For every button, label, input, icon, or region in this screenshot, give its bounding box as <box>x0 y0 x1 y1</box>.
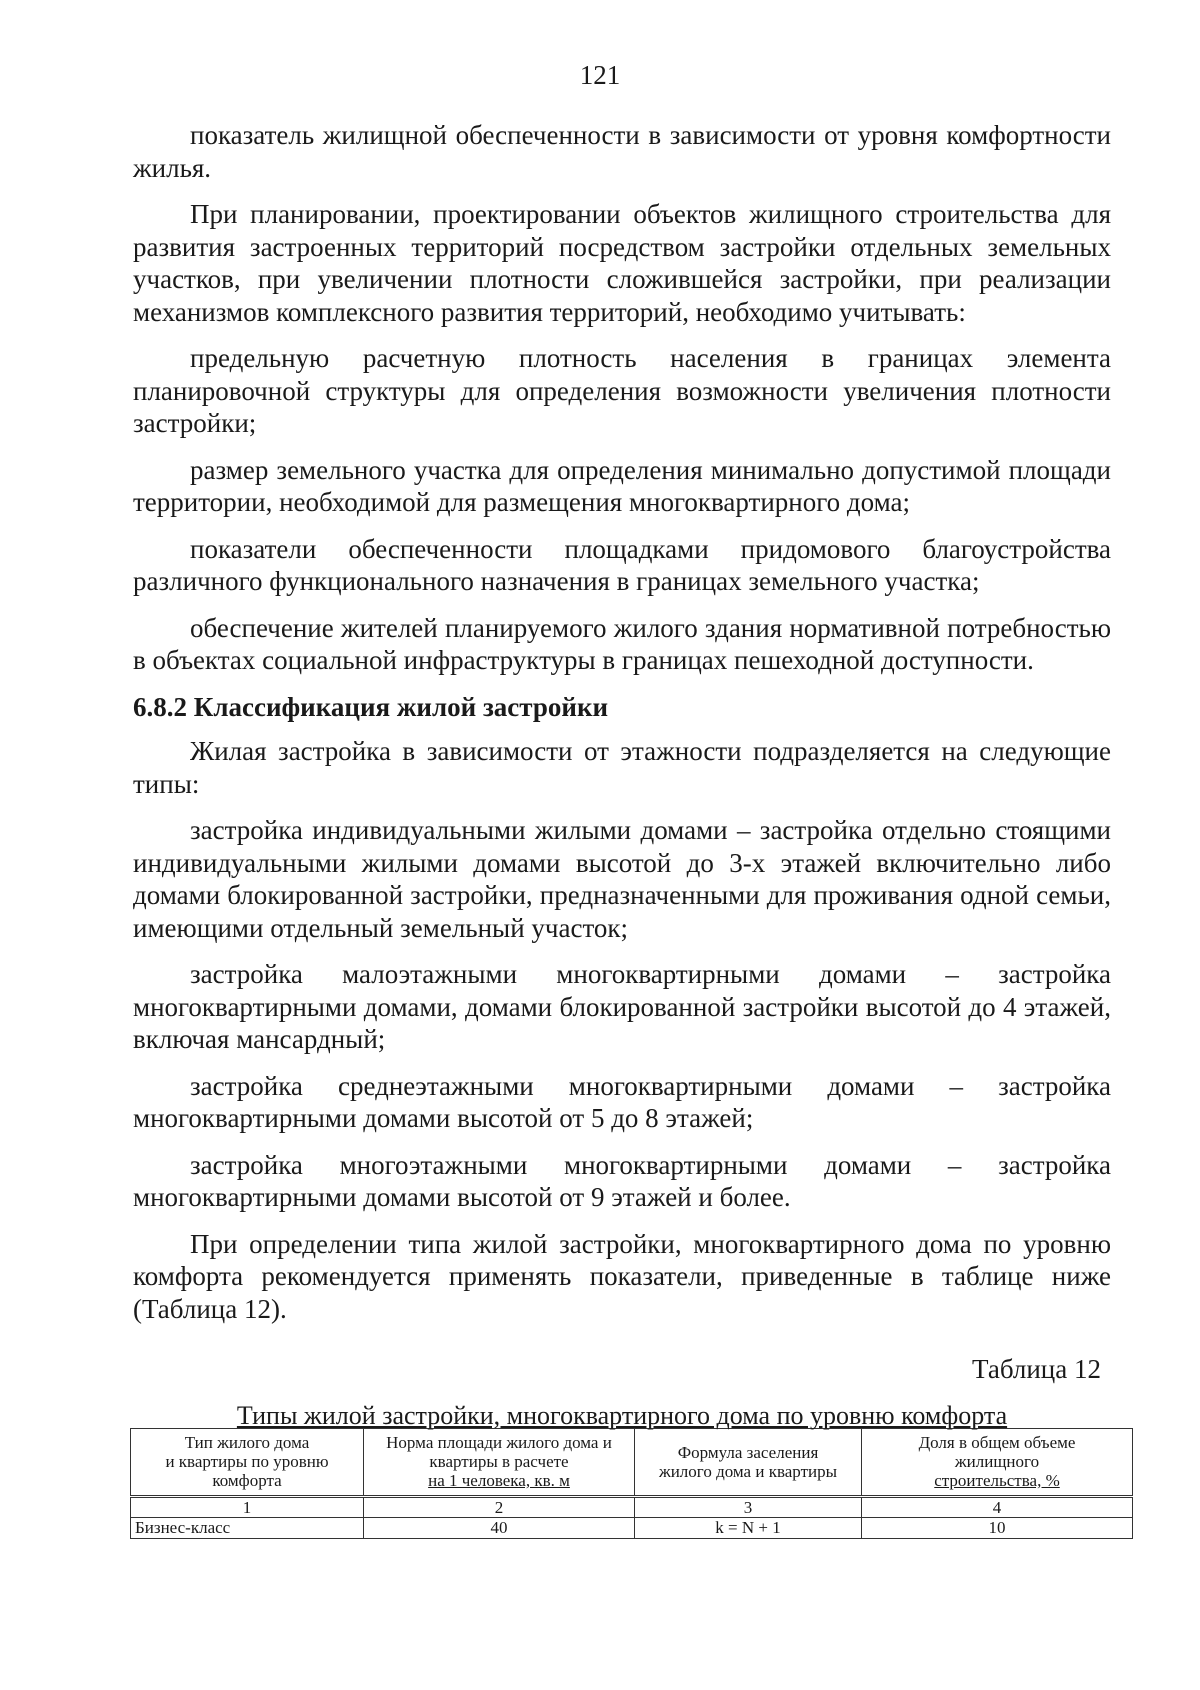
table-row <box>131 1517 1133 1538</box>
table-cell: k = N + 1 <box>635 1517 862 1538</box>
index-cell: 4 <box>862 1496 1133 1517</box>
header-line: Формула заселения <box>677 1442 819 1462</box>
column-header-formula <box>635 1428 862 1496</box>
column-header-type <box>131 1428 364 1496</box>
header-line: Тип жилого дома <box>184 1433 310 1452</box>
list-paragraph: показатели обеспеченности площадками придомового благоустройства различного функционального назначения в границах земельного участка; <box>133 533 1111 596</box>
header-line: жилищного <box>954 1452 1040 1471</box>
column-header-share <box>862 1428 1133 1496</box>
list-paragraph: застройка индивидуальными жилыми домами – застройка отдельно стоящими индивидуальными жилыми домами высотой до 3-х этажей включительно либо домами блокированной застройки, предназначенными для проживания одной семьи, имеющими отдельный земельный участок; <box>133 815 1111 943</box>
table-cell: 40 <box>364 1517 635 1538</box>
header-line: на 1 человека, кв. м <box>428 1471 570 1490</box>
table-cell: Бизнес-класс <box>131 1517 364 1538</box>
document-body <box>133 119 1111 1539</box>
header-line: строительства, % <box>934 1471 1060 1490</box>
header-line: и квартиры по уровню <box>165 1452 329 1471</box>
header-line: комфорта <box>212 1471 282 1490</box>
index-cell: 3 <box>635 1496 862 1517</box>
index-cell: 2 <box>364 1496 635 1517</box>
table-number: Таблица 12 <box>972 1354 1101 1384</box>
header-line: жилого дома и квартиры <box>658 1461 838 1481</box>
section-heading: 6.8.2 Классификация жилой застройки <box>133 691 609 722</box>
table-title: Типы жилой застройки, многоквартирного дома по уровню комфорта <box>236 1400 1008 1430</box>
table-index-row <box>131 1496 1133 1517</box>
header-line: Норма площади жилого дома и <box>386 1433 612 1452</box>
table-cell: 10 <box>862 1517 1133 1538</box>
list-paragraph: застройка среднеэтажными многоквартирными домами – застройка многоквартирными домами высотой от 5 до 8 этажей; <box>133 1070 1111 1133</box>
list-paragraph: застройка многоэтажными многоквартирными домами – застройка многоквартирными домами высотой от 9 этажей и более. <box>133 1149 1111 1212</box>
list-paragraph: размер земельного участка для определения минимально допустимой площади территории, необходимой для размещения многоквартирного дома; <box>133 454 1111 517</box>
list-paragraph: обеспечение жителей планируемого жилого здания нормативной потребностью в объектах социальной инфраструктуры в границах пешеходной доступности. <box>133 612 1111 675</box>
table-header-row <box>131 1428 1133 1496</box>
paragraph: показатель жилищной обеспеченности в зависимости от уровня комфортности жилья. <box>133 120 1111 183</box>
header-line: Доля в общем объеме <box>918 1433 1076 1452</box>
column-header-area-norm <box>364 1428 635 1496</box>
index-cell: 1 <box>131 1496 364 1517</box>
list-paragraph: застройка малоэтажными многоквартирными домами – застройка многоквартирными домами, домами блокированной застройки высотой до 4 этажей, включая мансардный; <box>133 959 1111 1054</box>
paragraph: При планировании, проектировании объектов жилищного строительства для развития застроенных территорий посредством застройки отдельных земельных участков, при увеличении плотности сложившейся застройки, при реализации механизмов комплексного развития территорий, необходимо учитывать: <box>133 199 1111 327</box>
page-number: 121 <box>579 60 621 90</box>
header-line: квартиры в расчете <box>429 1452 569 1471</box>
paragraph: При определении типа жилой застройки, многоквартирного дома по уровню комфорта рекомендуется применять показатели, приведенные в таблице ниже (Таблица 12). <box>133 1228 1111 1324</box>
comfort-types-table <box>130 1428 1133 1539</box>
paragraph: Жилая застройка в зависимости от этажности подразделяется на следующие типы: <box>133 736 1111 799</box>
list-paragraph: предельную расчетную плотность населения в границах элемента планировочной структуры для определения возможности увеличения плотности застройки; <box>133 343 1111 438</box>
